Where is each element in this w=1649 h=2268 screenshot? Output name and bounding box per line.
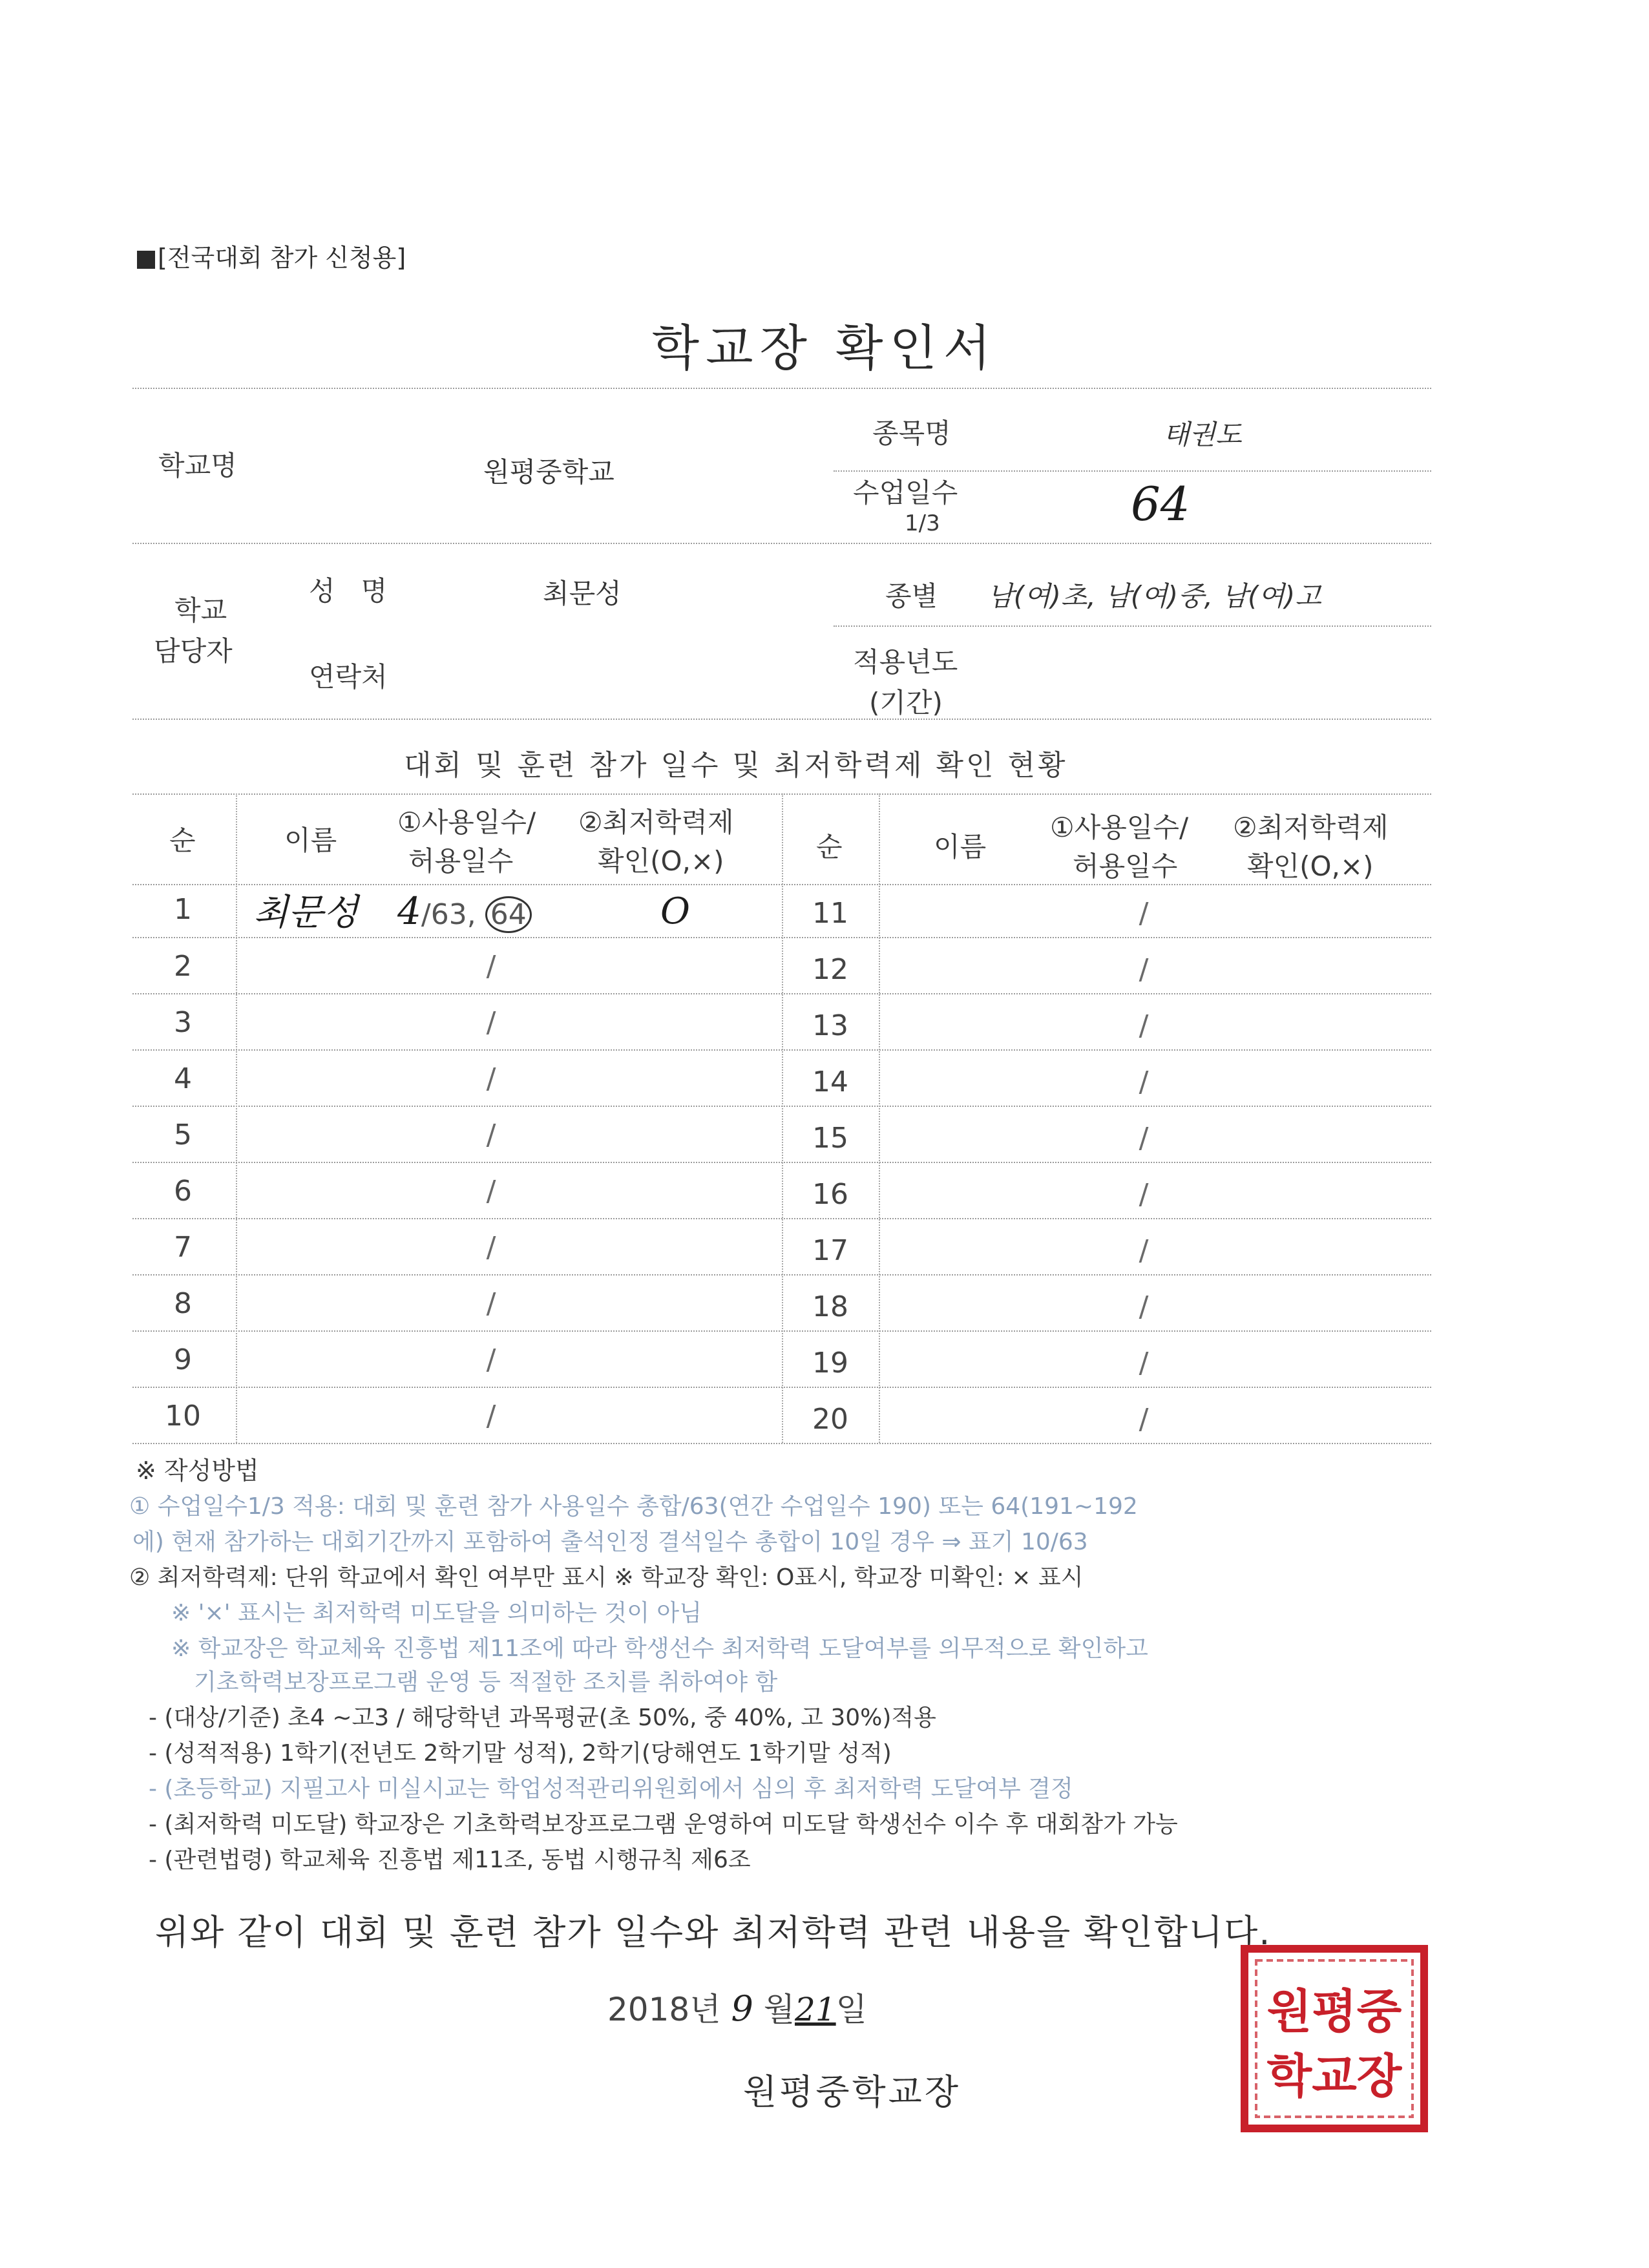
date-day: 21	[795, 1991, 836, 2028]
days-slash: /	[1139, 1066, 1149, 1098]
principal-seal-stamp	[1241, 1945, 1428, 2132]
section-title: 대회 및 훈련 참가 일수 및 최저학력제 확인 현황	[404, 749, 1068, 782]
square-bullet-icon	[137, 251, 155, 269]
staff-name-value: 최문성	[543, 578, 622, 609]
seal-text-top: 원평중	[1266, 1984, 1402, 2039]
form-type-note	[137, 238, 406, 273]
instruction-line: - (성적적용) 1학기(전년도 2학기말 성적), 2학기(당해연도 1학기말 성적)	[149, 1740, 892, 1767]
instruction-line: 에) 현재 참가하는 대회기간까지 포함하여 출석인정 결석일수 총합이 10일 경우 ⇒ 표기 10/63	[132, 1529, 1088, 1555]
row-number: 1	[174, 893, 192, 926]
academic-check-mark: O	[660, 890, 690, 932]
row-number: 19	[812, 1347, 848, 1380]
row-number: 12	[812, 953, 848, 986]
instructions-heading: ※ 작성방법	[136, 1456, 259, 1485]
instruction-line: - (관련법령) 학교체육 진흥법 제11조, 동법 시행규칙 제6조	[149, 1847, 751, 1873]
header-academic-right-2: 확인(O,×)	[1247, 850, 1374, 882]
days-slash: /	[486, 950, 496, 983]
header-name-left: 이름	[284, 824, 337, 856]
instruction-line: - (초등학교) 지필고사 미실시교는 학업성적관리위원회에서 심의 후 최저학력 도달여부 결정	[149, 1776, 1073, 1802]
row-number: 11	[812, 897, 848, 930]
header-days-right-2: 허용일수	[1073, 850, 1178, 882]
school-days-label: 수업일수	[853, 477, 958, 509]
document-title: 학교장 확인서	[651, 319, 998, 377]
instruction-line: 기초학력보장프로그램 운영 등 적절한 조치를 취하여야 함	[194, 1669, 778, 1696]
date-year: 2018년	[607, 1991, 721, 2028]
header-academic-right-1: ②최저학력제	[1233, 812, 1389, 843]
school-days-fraction-label: 1/3	[905, 510, 940, 536]
gender-division-label: 종별	[885, 580, 938, 612]
days-slash: /	[1139, 953, 1149, 986]
header-name-right: 이름	[934, 831, 987, 863]
days-slash: /	[486, 1175, 496, 1208]
instruction-line: - (대상/기준) 초4 ~고3 / 해당학년 과목평균(초 50%, 중 40%, 고 30%)적용	[149, 1705, 936, 1731]
days-slash: /	[486, 1118, 496, 1151]
date-month-unit: 월	[763, 1991, 795, 2028]
school-name-value: 원평중학교	[483, 456, 614, 488]
days-slash: /	[486, 1231, 496, 1264]
school-days-value: 64	[1131, 477, 1190, 531]
header-days-left-2: 허용일수	[408, 845, 514, 877]
sport-value: 태권도	[1163, 419, 1242, 450]
days-slash: /	[486, 1062, 496, 1095]
header-no-left: 순	[169, 824, 196, 856]
row-number: 20	[812, 1403, 848, 1436]
seal-text-bottom: 학교장	[1266, 2048, 1402, 2103]
instruction-line: ※ 학교장은 학교체육 진흥법 제11조에 따라 학생선수 최저학력 도달여부를 의무적으로 확인하고	[171, 1635, 1148, 1662]
days-slash: /	[486, 1006, 496, 1039]
row-number: 4	[174, 1062, 192, 1095]
row-number: 18	[812, 1290, 848, 1323]
apply-period-label: (기간)	[869, 687, 943, 719]
days-slash: /	[1139, 1178, 1149, 1211]
date-day-unit: 일	[835, 1991, 867, 2028]
header-days-right-1: ①사용일수/	[1050, 812, 1189, 843]
row-number: 2	[174, 950, 192, 983]
row-number: 9	[174, 1343, 192, 1376]
apply-year-label: 적용년도	[853, 646, 958, 678]
instruction-line: - (최저학력 미도달) 학교장은 기초학력보장프로그램 운영하여 미도달 학생선수 이수 후 대회참가 가능	[149, 1811, 1178, 1838]
header-academic-left-2: 확인(O,×)	[598, 845, 724, 877]
row-number: 10	[165, 1400, 201, 1433]
days-slash: /	[1139, 1234, 1149, 1267]
sport-label: 종목명	[872, 417, 951, 449]
header-days-left-1: ①사용일수/	[397, 806, 536, 838]
staff-name-label: 성 명	[309, 575, 388, 607]
days-slash: /	[1139, 1009, 1149, 1042]
instruction-line: ② 최저학력제: 단위 학교에서 확인 여부만 표시 ※ 학교장 확인: O표시, 학교장 미확인: × 표시	[129, 1564, 1084, 1591]
row-number: 14	[812, 1066, 848, 1098]
gender-division-value: 남(여)초, 남(여)중, 남(여)고	[987, 580, 1321, 612]
school-name-label: 학교명	[158, 450, 237, 481]
days-slash: /	[1139, 1347, 1149, 1380]
days-slash: /	[486, 1400, 496, 1433]
staff-label-2: 담당자	[154, 635, 233, 667]
student-name: 최문성	[253, 892, 359, 934]
row-number: 13	[812, 1009, 848, 1042]
days-slash: /	[486, 1343, 496, 1376]
row-number: 3	[174, 1006, 192, 1039]
header-no-right: 순	[816, 831, 843, 863]
days-used-value: 4/63, 64	[397, 889, 532, 933]
days-slash: /	[1139, 1403, 1149, 1436]
instruction-line: ① 수업일수1/3 적용: 대회 및 훈련 참가 사용일수 총합/63(연간 수업일수 190) 또는 64(191~192	[129, 1493, 1138, 1520]
days-slash: /	[1139, 1122, 1149, 1155]
row-number: 16	[812, 1178, 848, 1211]
days-slash: /	[1139, 897, 1149, 930]
principal-signature: 원평중학교장	[743, 2072, 961, 2112]
confirmation-statement: 위와 같이 대회 및 훈련 참가 일수와 최저학력 관련 내용을 확인합니다.	[155, 1912, 1272, 1953]
row-number: 17	[812, 1234, 848, 1267]
row-number: 6	[174, 1175, 192, 1208]
contact-label: 연락처	[309, 661, 388, 693]
staff-label-1: 학교	[174, 594, 227, 626]
form-type-text: [전국대회 참가 신청용]	[158, 244, 406, 272]
date-month: 9	[731, 1988, 753, 2029]
days-slash: /	[486, 1287, 496, 1320]
header-academic-left-1: ②최저학력제	[578, 806, 734, 838]
date-line	[607, 1984, 867, 2030]
row-number: 5	[174, 1118, 192, 1151]
row-number: 7	[174, 1231, 192, 1264]
instruction-line: ※ '×' 표시는 최저학력 미도달을 의미하는 것이 아님	[171, 1600, 702, 1626]
days-slash: /	[1139, 1290, 1149, 1323]
row-number: 15	[812, 1122, 848, 1155]
row-number: 8	[174, 1287, 192, 1320]
